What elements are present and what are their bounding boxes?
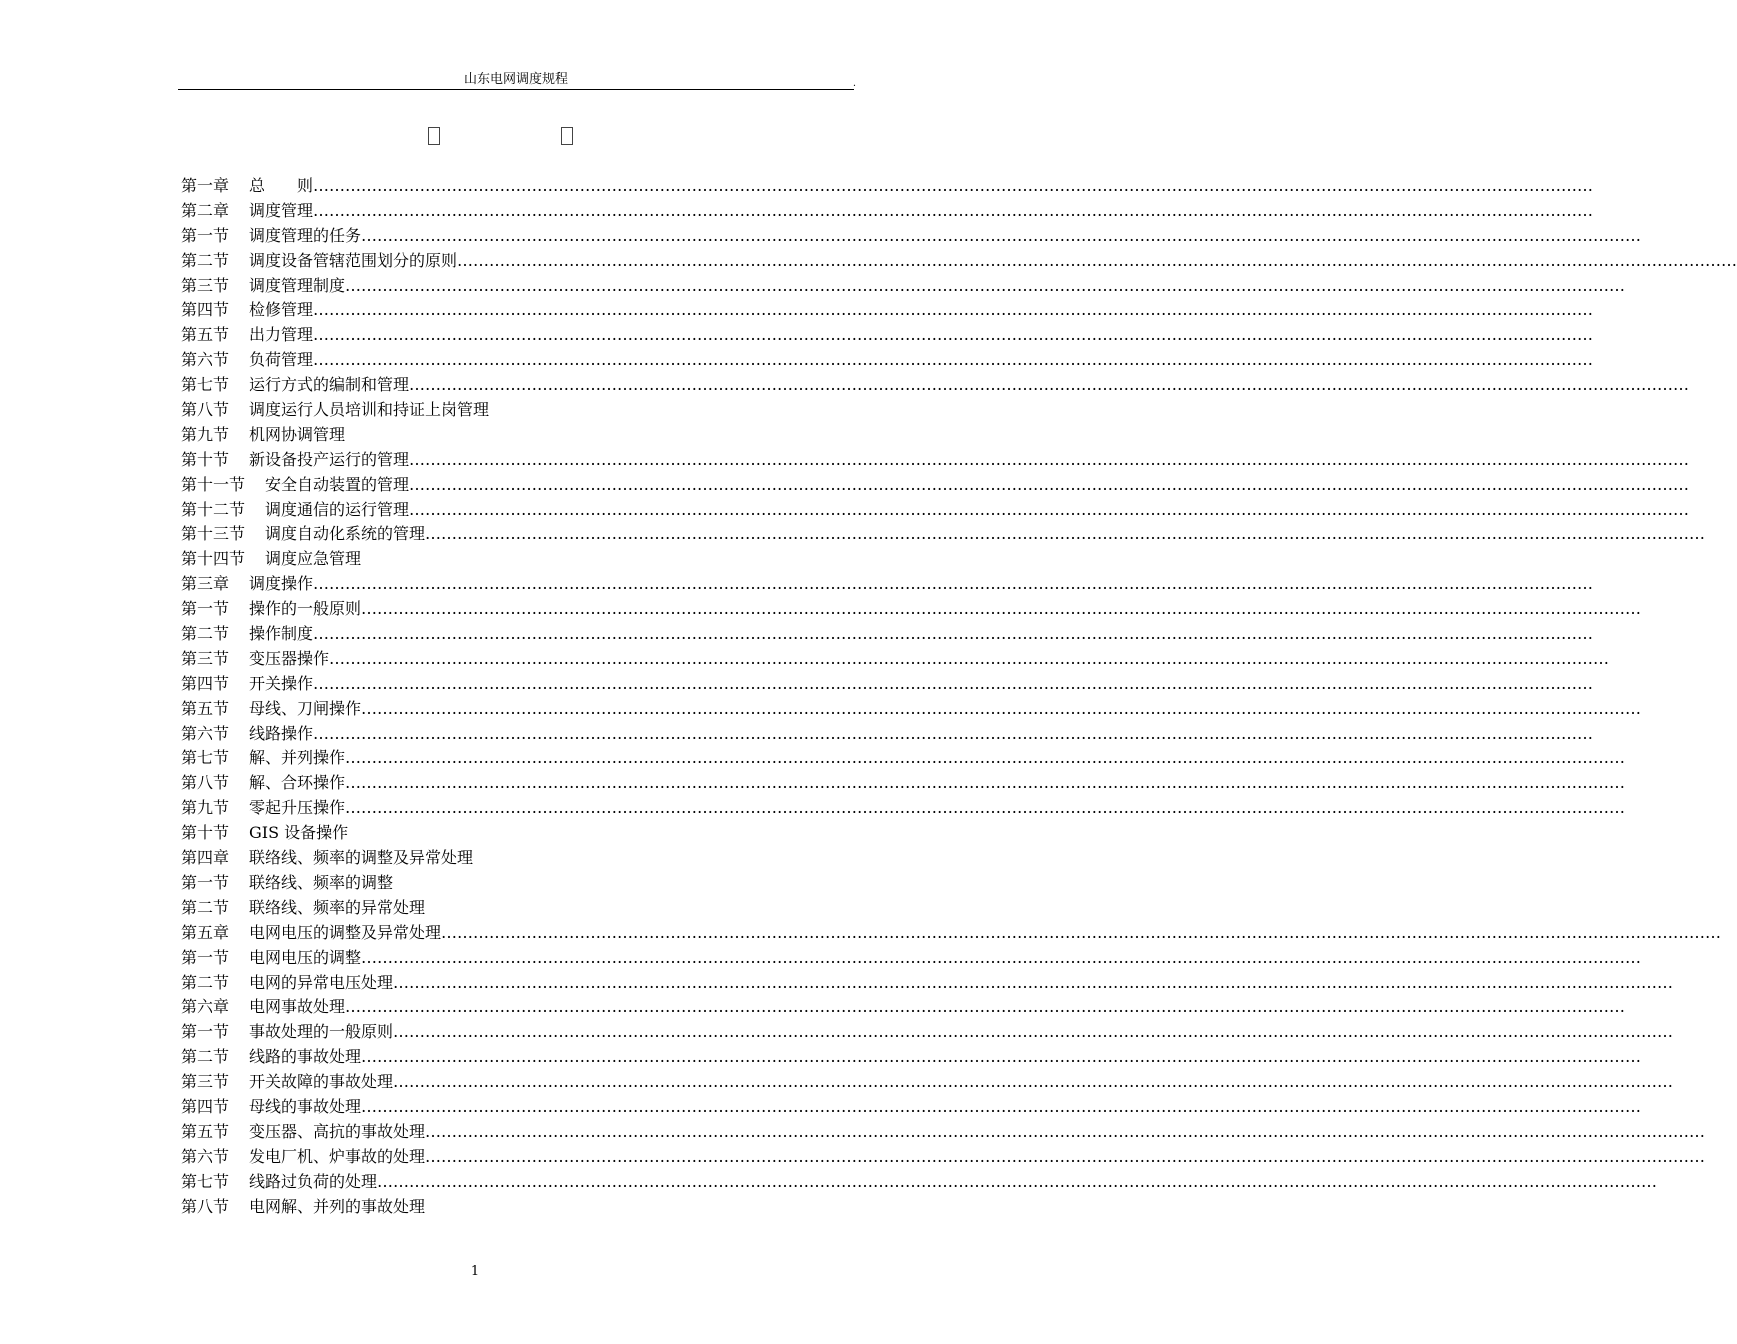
toc-entry[interactable] [181, 1195, 821, 1220]
toc-entry[interactable] [181, 921, 1722, 946]
toc-entry[interactable] [181, 1020, 1674, 1045]
toc-entry-number: 第六节 [181, 1146, 230, 1166]
toc-entry-title: 开关操作 [249, 673, 314, 693]
toc-heading [428, 124, 573, 148]
toc-entry-leader: …………………………………………………………………………………………………………………………………………………………………………………………………………………… [393, 1072, 1674, 1092]
toc-entry[interactable] [181, 1145, 1706, 1170]
toc-entry-leader: …………………………………………………………………………………………………………………………………………………………………………………………………………………… [313, 176, 1594, 195]
toc-entry[interactable] [181, 448, 1690, 473]
toc-entry[interactable] [181, 597, 1642, 622]
toc-entry[interactable] [181, 746, 1626, 771]
toc-entry-leader: …………………………………………………………………………………………………………………………………………………………………………………………………………………… [345, 275, 1626, 295]
toc-entry[interactable] [181, 722, 1594, 747]
toc-entry-title: 调度通信的运行管理 [265, 499, 410, 519]
toc-entry[interactable] [181, 796, 1626, 821]
toc-entry-title: GIS 设备操作 [249, 823, 349, 843]
toc-entry-number: 第一节 [181, 872, 230, 892]
toc-entry[interactable] [181, 547, 821, 572]
page-number: 1 [470, 1264, 480, 1279]
toc-entry-leader: …………………………………………………………………………………………………………………………………………………………………………………………………………………… [409, 449, 1690, 469]
toc-entry-leader: …………………………………………………………………………………………………………………………………………………………………………………………………………………… [345, 748, 1626, 768]
toc-entry-number: 第七节 [181, 1171, 230, 1191]
toc-entry-number: 第二节 [181, 897, 230, 917]
toc-entry[interactable] [181, 697, 1642, 722]
toc-entry-title: 电网的异常电压处理 [249, 972, 394, 992]
toc-entry-title: 零起升压操作 [249, 798, 346, 818]
toc-entry-title: 新设备投产运行的管理 [249, 449, 410, 469]
header-mark: . [852, 78, 856, 89]
toc-entry-leader: …………………………………………………………………………………………………………………………………………………………………………………………………………………… [409, 499, 1690, 519]
toc-entry[interactable] [181, 473, 1690, 498]
toc-entry-number: 第九节 [181, 798, 230, 818]
toc-entry-number: 第十一节 [181, 474, 246, 494]
toc-entry-number: 第五节 [181, 325, 230, 345]
toc-entry-title: 电网电压的调整及异常处理 [249, 922, 442, 942]
toc-entry-title: 变压器、高抗的事故处理 [249, 1121, 426, 1141]
toc-entry-leader: …………………………………………………………………………………………………………………………………………………………………………………………………………………… [441, 922, 1722, 942]
toc-entry-title: 联络线、频率的调整 [249, 872, 394, 892]
toc-entry-title: 调度操作 [249, 574, 314, 594]
toc-entry-leader: …………………………………………………………………………………………………………………………………………………………………………………………………………………… [313, 624, 1594, 644]
toc-entry-number: 第一节 [181, 947, 230, 967]
toc-entry-title: 母线、刀闸操作 [249, 698, 362, 718]
toc-entry-title: 调度自动化系统的管理 [265, 524, 426, 544]
toc-entry-title: 出力管理 [249, 325, 314, 345]
toc-entry-number: 第八节 [181, 1196, 230, 1216]
toc-entry-number: 第六节 [181, 350, 230, 370]
toc-entry[interactable] [181, 622, 1594, 647]
page-header [178, 70, 854, 90]
toc-entry[interactable] [181, 1170, 1658, 1195]
toc-entry-title: 机网协调管理 [249, 424, 346, 444]
toc-entry[interactable] [181, 771, 1626, 796]
toc-entry[interactable] [181, 398, 821, 423]
toc-entry-number: 第六章 [181, 997, 230, 1017]
toc-entry-leader: …………………………………………………………………………………………………………………………………………………………………………………………………………………… [361, 1096, 1642, 1116]
toc-entry-title: 电网电压的调整 [249, 947, 362, 967]
toc-entry-title: 变压器操作 [249, 648, 330, 668]
toc-entry-leader: …………………………………………………………………………………………………………………………………………………………………………………………………………………… [361, 698, 1642, 718]
toc-entry-number: 第五章 [181, 922, 230, 942]
toc-entry-number: 第二节 [181, 972, 230, 992]
toc-entry-leader: …………………………………………………………………………………………………………………………………………………………………………………………………………………… [361, 1047, 1642, 1067]
toc-entry-number: 第二节 [181, 1047, 230, 1067]
toc-entry-title: 调度管理 [249, 200, 314, 220]
toc-entry[interactable] [181, 647, 1610, 672]
toc-entry[interactable] [181, 1045, 1642, 1070]
toc-entry[interactable] [181, 871, 821, 896]
toc-entry-title: 安全自动装置的管理 [265, 474, 410, 494]
toc-entry-leader: …………………………………………………………………………………………………………………………………………………………………………………………………………………… [361, 947, 1642, 967]
toc-entry[interactable] [181, 572, 1594, 597]
toc-entry[interactable] [181, 672, 1594, 697]
toc-entry[interactable] [181, 821, 821, 846]
toc-entry-title: 负荷管理 [249, 350, 314, 370]
toc-entry-title: 电网解、并列的事故处理 [249, 1196, 426, 1216]
toc-entry-leader: …………………………………………………………………………………………………………………………………………………………………………………………………………………… [409, 375, 1690, 395]
toc-entry[interactable] [181, 199, 1594, 224]
toc-entry-title: 解、并列操作 [249, 748, 346, 768]
toc-entry-number: 第四节 [181, 300, 230, 320]
toc-entry-title: 操作制度 [249, 624, 314, 644]
toc-entry-number: 第四节 [181, 673, 230, 693]
toc-entry-number: 第十节 [181, 823, 230, 843]
toc-entry-number: 第八节 [181, 773, 230, 793]
toc-heading-glyph-left [428, 127, 440, 145]
toc-entry[interactable] [181, 174, 1594, 199]
toc-entry-title: 调度应急管理 [265, 549, 362, 569]
toc-entry-number: 第一章 [181, 176, 230, 195]
toc-entry-leader: …………………………………………………………………………………………………………………………………………………………………………………………………………………… [393, 972, 1674, 992]
toc-entry-title: 运行方式的编制和管理 [249, 375, 410, 395]
toc-entry-leader: …………………………………………………………………………………………………………………………………………………………………………………………………………………… [313, 325, 1594, 345]
toc-entry-number: 第二章 [181, 200, 230, 220]
toc-entry-leader: …………………………………………………………………………………………………………………………………………………………………………………………………………………… [361, 599, 1642, 619]
toc-entry-title: 调度设备管辖范围划分的原则 [249, 250, 458, 270]
toc-entry[interactable] [181, 298, 1594, 323]
toc-entry-number: 第七节 [181, 748, 230, 768]
toc-entry-number: 第二节 [181, 624, 230, 644]
toc-entry-leader: …………………………………………………………………………………………………………………………………………………………………………………………………………………… [377, 1171, 1658, 1191]
toc-entry-leader: …………………………………………………………………………………………………………………………………………………………………………………………………………………… [313, 200, 1594, 220]
toc-entry-number: 第一节 [181, 599, 230, 619]
toc-entry[interactable] [181, 249, 1737, 274]
toc-entry-leader: …………………………………………………………………………………………………………………………………………………………………………………………………………………… [345, 798, 1626, 818]
toc-entry-leader: …………………………………………………………………………………………………………………………………………………………………………………………………………………… [313, 300, 1594, 320]
toc-entry-leader: …………………………………………………………………………………………………………………………………………………………………………………………………………………… [313, 673, 1594, 693]
toc-entry-title: 线路过负荷的处理 [249, 1171, 378, 1191]
toc-entry-number: 第十四节 [181, 549, 246, 569]
toc-entry[interactable] [181, 522, 1706, 547]
toc-entry[interactable] [181, 274, 1626, 299]
toc-entry-title: 母线的事故处理 [249, 1096, 362, 1116]
toc-entry-number: 第三章 [181, 574, 230, 594]
toc-entry-title: 发电厂机、炉事故的处理 [249, 1146, 426, 1166]
toc-entry[interactable] [181, 323, 1594, 348]
toc-entry[interactable] [181, 348, 1594, 373]
toc-entry-number: 第一节 [181, 225, 230, 245]
toc-entry-number: 第十节 [181, 449, 230, 469]
toc-heading-glyph-right [561, 127, 573, 145]
toc-entry-leader: …………………………………………………………………………………………………………………………………………………………………………………………………………………… [425, 1121, 1706, 1141]
toc-entry[interactable] [181, 498, 1690, 523]
toc-entry[interactable] [181, 896, 821, 921]
toc-entry[interactable] [181, 1070, 1674, 1095]
toc-entry-leader: …………………………………………………………………………………………………………………………………………………………………………………………………………………… [345, 773, 1626, 793]
toc-entry-number: 第三节 [181, 275, 230, 295]
toc-entry-number: 第二节 [181, 250, 230, 270]
toc-entry-leader: …………………………………………………………………………………………………………………………………………………………………………………………………………………… [313, 574, 1594, 594]
toc-entry-number: 第七节 [181, 375, 230, 395]
toc-entry-leader: …………………………………………………………………………………………………………………………………………………………………………………………………………………… [313, 350, 1594, 370]
toc-entry-number: 第三节 [181, 1072, 230, 1092]
toc-entry[interactable] [181, 971, 1674, 996]
header-title: 山东电网调度规程 [463, 72, 568, 87]
toc-entry-title: 调度管理的任务 [249, 225, 362, 245]
toc-entry[interactable] [181, 946, 1642, 971]
toc-entry[interactable] [181, 1095, 1642, 1120]
toc-entry-title: 调度管理制度 [249, 275, 346, 295]
toc-entry-leader: …………………………………………………………………………………………………………………………………………………………………………………………………………………… [457, 250, 1737, 270]
toc-entry[interactable] [181, 373, 1690, 398]
toc-entry-title: 线路的事故处理 [249, 1047, 362, 1067]
toc-entry-leader: …………………………………………………………………………………………………………………………………………………………………………………………………………………… [425, 1146, 1706, 1166]
toc-entry-leader: …………………………………………………………………………………………………………………………………………………………………………………………………………………… [329, 648, 1610, 668]
toc-entry-title: 解、合环操作 [249, 773, 346, 793]
toc-entry-leader: …………………………………………………………………………………………………………………………………………………………………………………………………………………… [393, 1022, 1674, 1042]
toc-entry-title: 事故处理的一般原则 [249, 1022, 394, 1042]
toc-entry-title: 总 则 [249, 176, 314, 195]
toc-entry-leader: …………………………………………………………………………………………………………………………………………………………………………………………………………………… [409, 474, 1690, 494]
toc-entry-title: 电网事故处理 [249, 997, 346, 1017]
toc-entry-leader: …………………………………………………………………………………………………………………………………………………………………………………………………………………… [345, 997, 1626, 1017]
toc-entry[interactable] [181, 1120, 1706, 1145]
toc-entry-number: 第十二节 [181, 499, 246, 519]
toc-entry-title: 开关故障的事故处理 [249, 1072, 394, 1092]
toc-entry-number: 第八节 [181, 400, 230, 420]
toc-entry[interactable] [181, 224, 1642, 249]
toc-entry-number: 第四节 [181, 1096, 230, 1116]
toc-entry-title: 操作的一般原则 [249, 599, 362, 619]
toc-entry[interactable] [181, 846, 821, 871]
table-of-contents [181, 174, 1737, 1219]
toc-entry-leader: …………………………………………………………………………………………………………………………………………………………………………………………………………………… [313, 723, 1594, 743]
toc-entry-number: 第五节 [181, 698, 230, 718]
toc-entry-leader: …………………………………………………………………………………………………………………………………………………………………………………………………………………… [361, 225, 1642, 245]
toc-entry-number: 第一节 [181, 1022, 230, 1042]
toc-entry-number: 第五节 [181, 1121, 230, 1141]
toc-entry-number: 第四章 [181, 848, 230, 868]
toc-entry-title: 联络线、频率的异常处理 [249, 897, 426, 917]
toc-entry[interactable] [181, 995, 1626, 1020]
toc-entry-number: 第三节 [181, 648, 230, 668]
toc-entry-number: 第六节 [181, 723, 230, 743]
toc-entry-title: 调度运行人员培训和持证上岗管理 [249, 400, 490, 420]
toc-entry-number: 第九节 [181, 424, 230, 444]
toc-entry-leader: …………………………………………………………………………………………………………………………………………………………………………………………………………………… [425, 524, 1706, 544]
toc-entry-title: 检修管理 [249, 300, 314, 320]
toc-entry-number: 第十三节 [181, 524, 246, 544]
toc-entry[interactable] [181, 423, 821, 448]
toc-entry-title: 线路操作 [249, 723, 314, 743]
toc-entry-title: 联络线、频率的调整及异常处理 [249, 848, 474, 868]
